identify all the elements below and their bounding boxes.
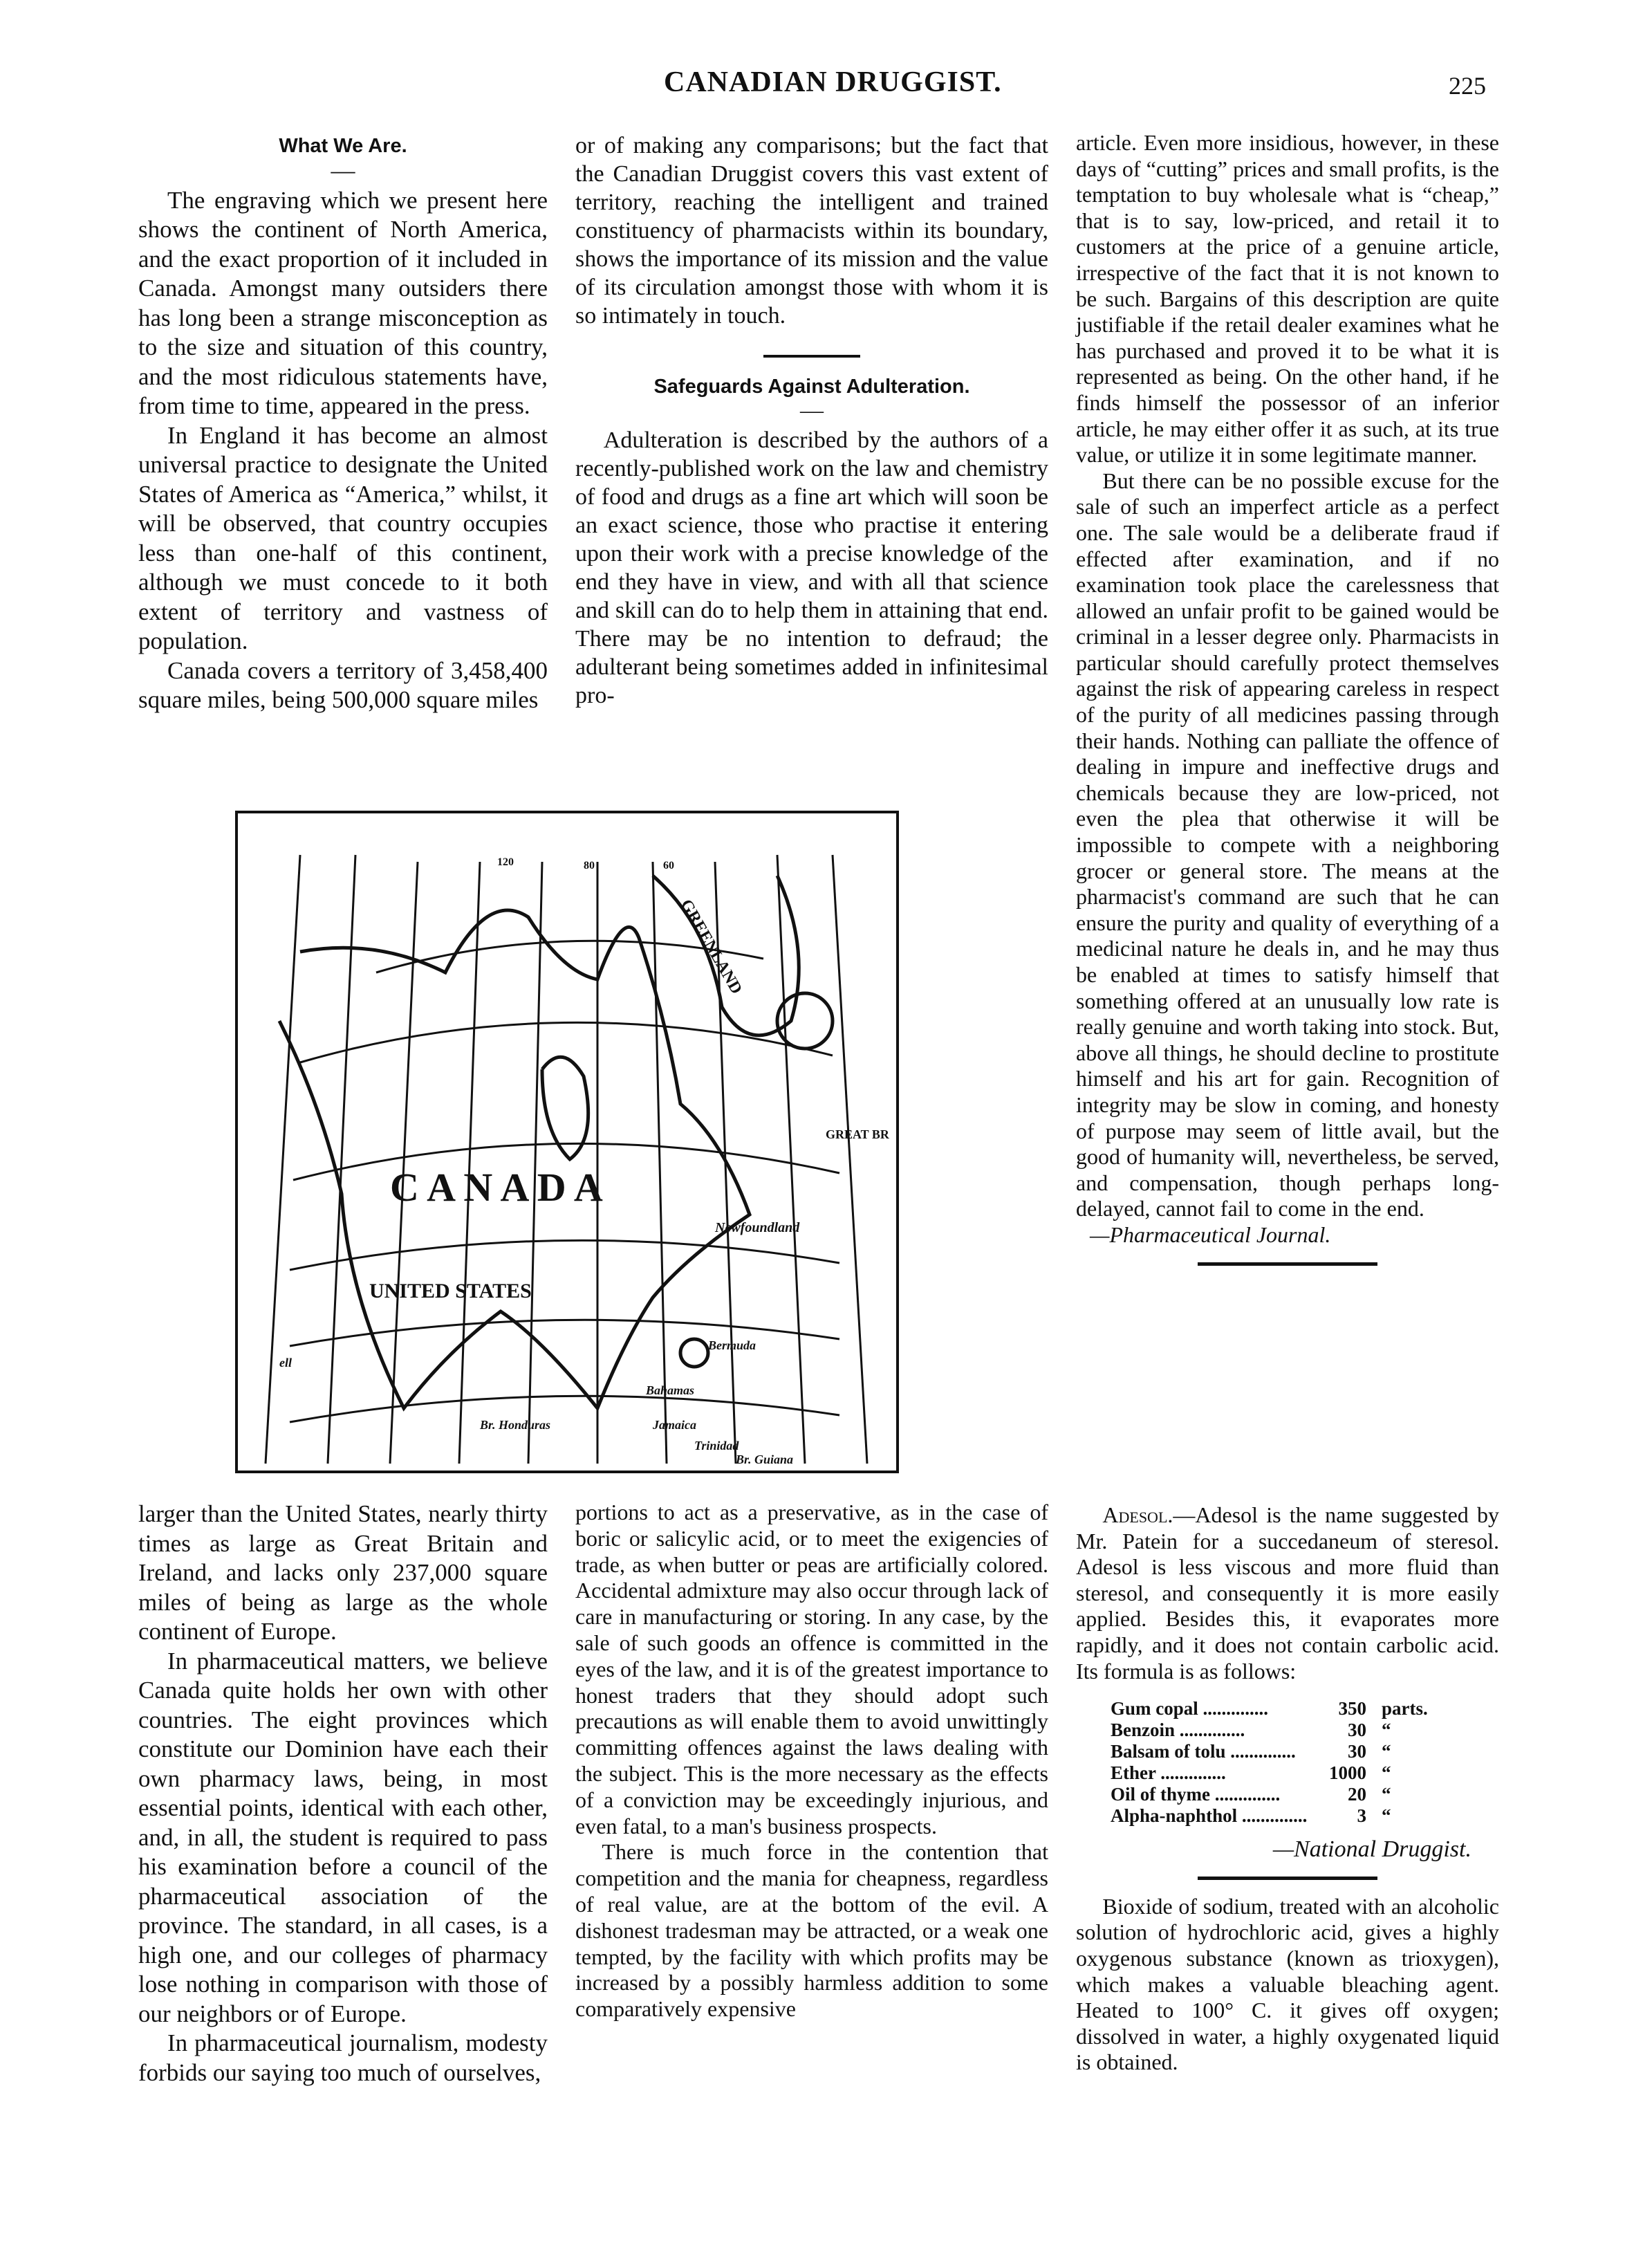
map-label-bermuda: Bermuda (708, 1338, 756, 1352)
map-label-united-states: UNITED STATES (369, 1280, 532, 1302)
map-label-jamaica: Jamaica (653, 1418, 696, 1432)
formula-row (1111, 1762, 1428, 1784)
paragraph: article. Even more insidious, however, in these days of “cutting” prices and small profits, is the temptation to buy wholesale what is “cheap,” that is to say, low-priced, and retail it to customers at the price of a genuine article, irrespective of the fact that it is not known to be such. Bargains of this description are quite justifiable if the retail dealer examines what he has purchased and proved it to be what it is represented as being. On the other hand, if he finds himself the possessor of an inferior article, he may either offer it as such, at its true value, or utilize it in some legitimate manner. (1076, 130, 1499, 468)
ingredient-amount: 20 (1348, 1784, 1366, 1805)
ingredient-name: Gum copal .............. (1111, 1698, 1269, 1720)
ingredient-amount: 350 (1338, 1698, 1366, 1720)
ingredient-unit: “ (1382, 1784, 1391, 1805)
ingredient-amount: 30 (1348, 1741, 1366, 1762)
map-label-trinidad: Trinidad (694, 1439, 739, 1453)
article-heading: What We Are. (279, 135, 407, 157)
heading-dash: — (800, 398, 824, 423)
formula-row (1111, 1784, 1428, 1805)
ingredient-name: Alpha-naphthol .............. (1111, 1805, 1308, 1827)
map-label-guiana: Br. Guiana (736, 1453, 794, 1466)
map-label-honduras: Br. Honduras (480, 1418, 551, 1432)
map-illustration (238, 813, 896, 1470)
paragraph: But there can be no possible excuse for the sale of such an imperfect article as a perfect one. The sale would be a deliberate fraud if effected after examination, and if no examination took place the carelessness that allowed an unfair profit to be gained would be criminal in a lesser degree only. Pharmacists in particular should carefully protect themselves against the risk of appearing careless in respect of the purity of all medicines passing through their hands. Nothing can palliate the offence of dealing in impure and ineffective drugs and chemicals because they are low-priced, not even the plea that otherwise it will be impossible to compete with a neighboring grocer or general store. The means at the pharmacist's command are such that he can ensure the purity and quality of everything of a medicinal nature he deals in, and he may thus be enabled at times to satisfy himself that something offered at an unusually low rate is really genuine and worth taking into stock. But, above all things, he should decline to prostitute himself and his art for gain. Recognition of integrity may be slow in coming, and honesty of purpose may seem of little avail, but the good of humanity will, nevertheless, be served, and compensation, though perhaps long-delayed, cannot fail to come in the end. (1076, 468, 1499, 1221)
column-3-bottom (1076, 1502, 1499, 2076)
adesol-paragraph (1076, 1502, 1499, 1684)
ingredient-name: Benzoin .............. (1111, 1720, 1245, 1741)
paragraph: The engraving which we present here shows the continent of North America, and the exact proportion of it included in Canada. Amongst many outsiders there has long been a strange misconception as to the size and situation of this country, and the most ridiculous statements have, from time to time, appeared in the press. (138, 186, 548, 419)
ingredient-unit: “ (1382, 1805, 1391, 1827)
adesol-lead: Adesol. (1102, 1502, 1173, 1527)
ingredient-unit: “ (1382, 1741, 1391, 1762)
paragraph: or of making any comparisons; but the fact that the Canadian Druggist covers this vast extent of territory, reaching the intelligent and trained constituency of pharmacists within its boundary, shows the importance of its mission and the value of its circulation amongst those with whom it is so intimately in touch. (575, 133, 1048, 329)
north-america-map (235, 811, 899, 1473)
adesol-text: —Adesol is the name suggested by Mr. Patein for a succedaneum of steresol. Adesol is less viscous and more fluid than steresol, and consequently it is more easily applied. Besides this, it evaporates more rapidly, and it does not contain carbolic acid. Its formula is as follows: (1076, 1502, 1499, 1684)
map-label-bahamas: Bahamas (646, 1383, 695, 1397)
what-we-are-article-top (138, 131, 548, 715)
ingredient-amount: 1000 (1329, 1762, 1366, 1784)
ingredient-name: Oil of thyme .............. (1111, 1784, 1281, 1805)
paragraph: larger than the United States, nearly thirty times as large as Great Britain and Ireland, and lacks only 237,000 square miles of being as large as the whole continent of Europe. (138, 1500, 548, 1645)
ingredient-name: Balsam of tolu .............. (1111, 1741, 1296, 1762)
ingredient-unit: “ (1382, 1720, 1391, 1741)
page-header (0, 66, 1625, 107)
what-we-are-article-bottom (138, 1500, 548, 2087)
article-heading: Safeguards Against Adulteration. (653, 376, 970, 398)
page-number: 225 (1449, 72, 1486, 100)
divider (1198, 1877, 1377, 1880)
formula-row (1111, 1741, 1428, 1762)
formula-row (1111, 1805, 1428, 1827)
paragraph: Canada covers a territory of 3,458,400 square miles, being 500,000 square miles (138, 656, 548, 713)
map-label-greenland: GREENLAND (676, 896, 746, 997)
ingredient-name: Ether .............. (1111, 1762, 1226, 1784)
journal-title: CANADIAN DRUGGIST. (664, 66, 1002, 98)
column-2-top (575, 131, 1048, 710)
formula-row (1111, 1720, 1428, 1741)
citation: —Pharmaceutical Journal. (1090, 1221, 1331, 1247)
divider (1198, 1262, 1377, 1266)
map-label-canada: C A N A D A (390, 1165, 603, 1210)
map-label-great-britain: GREAT BR (826, 1127, 889, 1141)
citation: —National Druggist. (1272, 1836, 1471, 1863)
bioxide-paragraph: Bioxide of sodium, treated with an alcoholic solution of hydrochloric acid, gives a highly oxygenous substance (known as trioxygen), which makes a valuable bleaching agent. Heated to 100° C. it gives off oxygen; dissolved in water, a highly oxygenated liquid is obtained. (1076, 1893, 1499, 2075)
paragraph: portions to act as a preservative, as in the case of boric or salicylic acid, or to meet the exigencies of trade, as when butter or peas are artificially colored. Accidental admixture may also occur through lack of care in manufacturing or storing. In any case, by the sale of such goods an offence is committed in the eyes of the law, and it is of the greatest importance to honest traders that they should adopt such precautions as will enable them to avoid unwittingly committing offences against the laws dealing with the subject. This is the more necessary as the effects of a conviction may be exceedingly injurious, and even fatal, to a man's business prospects. (575, 1500, 1048, 1838)
paragraph: There is much force in the contention that competition and the mania for cheapness, regardless of real value, are at the bottom of the evil. A dishonest tradesman may be attracted, or a weak one tempted, by the facility with which profits may be increased by a possibly harmless addition to some comparatively expensive (575, 1839, 1048, 2022)
heading-dash: — (331, 156, 355, 184)
divider (763, 355, 860, 358)
map-label-newfoundland: Newfoundland (715, 1220, 800, 1235)
ingredient-unit: parts. (1382, 1698, 1428, 1720)
map-label-ocean: ell (279, 1356, 292, 1370)
paragraph: In England it has become an almost universal practice to designate the United States of America as “America,” whilst, it will be observed, that country occupies less than one-half of this continent, although we must concede to it both extent of territory and vastness of population. (138, 421, 548, 654)
longitude-label: 60 (663, 860, 674, 872)
ingredient-unit: “ (1382, 1762, 1391, 1784)
longitude-label: 120 (497, 856, 514, 868)
adesol-formula-table (1111, 1698, 1428, 1827)
paragraph: In pharmaceutical matters, we believe Canada quite holds her own with other countries. The eight provinces which constitute our Dominion have each their own pharmacy laws, being, in most essential points, identical with each other, and, in all, the student is required to pass his examination before a council of the pharmaceutical association of the province. The standard, in all cases, is a high one, and our colleges of pharmacy lose nothing in comparison with those of our neighbors or of Europe. (138, 1647, 548, 2027)
ingredient-amount: 3 (1357, 1805, 1366, 1827)
formula-row (1111, 1698, 1428, 1720)
column-3-top (1076, 130, 1499, 1280)
paragraph: Adulteration is described by the authors of a recently-published work on the law and chemistry of food and drugs as a fine art which will soon be an exact science, those who practise it entering upon their work with a precise knowledge of the end they have in view, and with all that science and skill can do to help them in attaining that end. There may be no intention to defraud; the adulterant being sometimes added in infinitesimal pro- (575, 427, 1048, 708)
paragraph: In pharmaceutical journalism, modesty forbids our saying too much of ourselves, (138, 2029, 548, 2086)
ingredient-amount: 30 (1348, 1720, 1366, 1741)
column-2-bottom (575, 1500, 1048, 2022)
longitude-label: 80 (584, 860, 595, 872)
